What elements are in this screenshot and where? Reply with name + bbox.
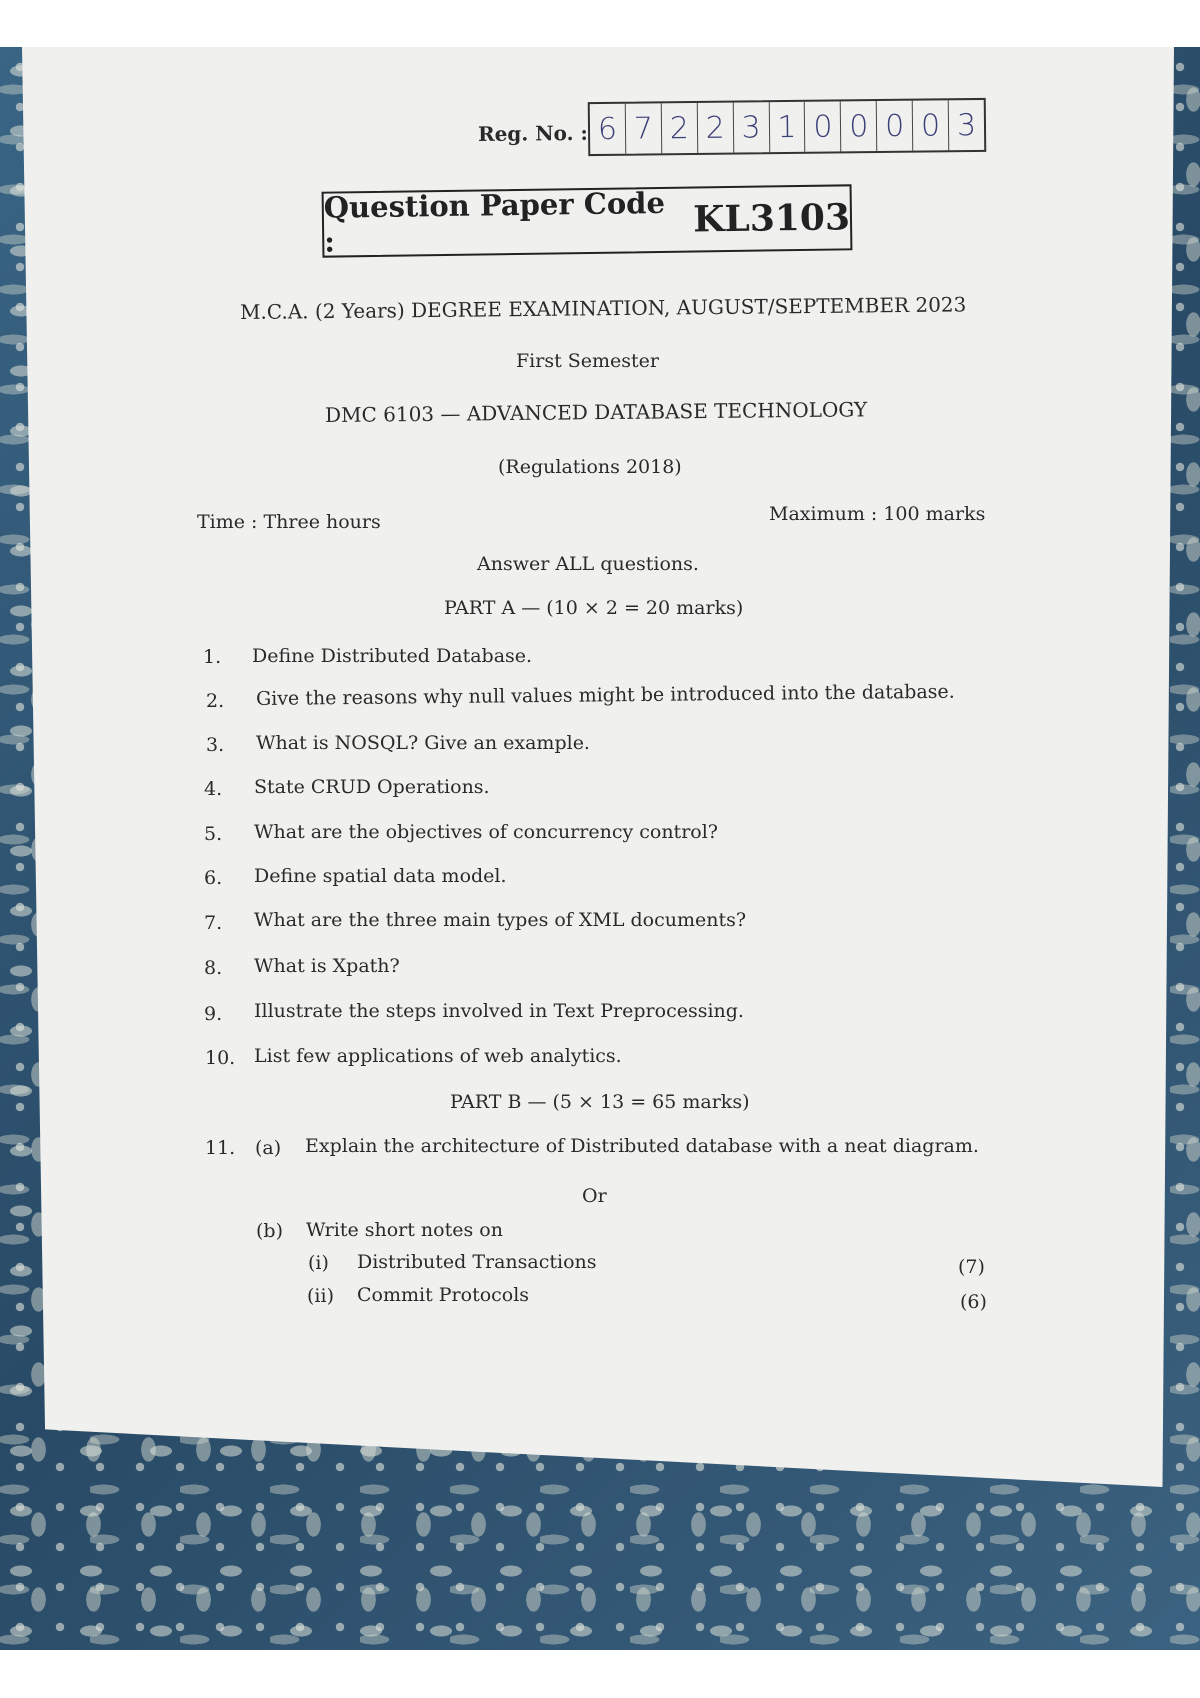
option-label: (a) [255,1137,282,1159]
reg-no-label: Reg. No. : [477,120,588,146]
reg-no-box [588,98,987,156]
reg-digit: 0 [805,101,841,151]
semester: First Semester [516,350,660,372]
reg-digit: 2 [662,103,698,153]
question-text: What are the three main types of XML documents? [254,909,747,931]
reg-digit: 3 [956,107,977,143]
sub-label: (ii) [307,1285,334,1307]
part-b-heading: PART B — (5 × 13 = 65 marks) [450,1091,750,1113]
time: Time : Three hours [197,511,381,533]
question-text: Illustrate the steps involved in Text Preprocessing. [254,1000,744,1022]
sub-marks: (6) [960,1291,987,1313]
question-text: What is Xpath? [254,955,400,977]
reg-digit: 3 [733,102,769,152]
question-text: Define Distributed Database. [252,645,533,667]
question-number: 3. [206,734,225,756]
max-marks: Maximum : 100 marks [769,503,986,525]
question-text: Explain the architecture of Distributed database with a neat diagram. [305,1135,979,1157]
question-paper [22,47,1174,1487]
question-number: 1. [203,646,222,668]
question-number: 5. [204,823,223,845]
qp-code: KL3103 [692,196,851,241]
question-text: State CRUD Operations. [254,776,490,798]
question-number: 9. [204,1003,223,1025]
sub-question-text: Commit Protocols [357,1284,530,1306]
reg-digit: 0 [877,101,913,151]
regulations: (Regulations 2018) [498,456,682,478]
reg-digit: 0 [841,101,877,151]
exam-title: M.C.A. (2 Years) DEGREE EXAMINATION, AUGUST/SEPTEMBER 2023 [239,292,967,324]
reg-digit: 7 [626,103,662,153]
reg-digit: 6 [590,104,626,154]
or-separator: Or [582,1185,607,1207]
question-number: 2. [206,690,225,712]
question-text: List few applications of web analytics. [254,1045,622,1067]
qp-label: Question Paper Code : [323,185,666,259]
sub-marks: (7) [958,1256,985,1278]
question-text: Give the reasons why null values might be introduced into the database. [255,680,955,710]
question-number: 6. [204,867,223,889]
question-number: 4. [204,778,223,800]
subject: DMC 6103 — ADVANCED DATABASE TECHNOLOGY [324,397,868,427]
question-number: 8. [204,957,223,979]
question-paper-code-box [322,184,853,257]
question-text: Define spatial data model. [254,865,507,887]
question-number: 11. [205,1137,236,1159]
sub-label: (i) [308,1252,329,1274]
reg-digit: 2 [697,103,733,153]
question-number: 7. [204,912,223,934]
question-text: What is NOSQL? Give an example. [256,732,590,754]
question-text: Write short notes on [306,1219,503,1241]
sub-question-text: Distributed Transactions [357,1251,597,1273]
option-label: (b) [256,1220,283,1242]
question-number: 10. [205,1047,236,1069]
part-a-heading: PART A — (10 × 2 = 20 marks) [444,597,744,619]
instruction: Answer ALL questions. [477,553,699,575]
question-text: What are the objectives of concurrency control? [254,821,718,843]
reg-digit: 0 [913,100,949,150]
reg-digit: 1 [769,102,805,152]
